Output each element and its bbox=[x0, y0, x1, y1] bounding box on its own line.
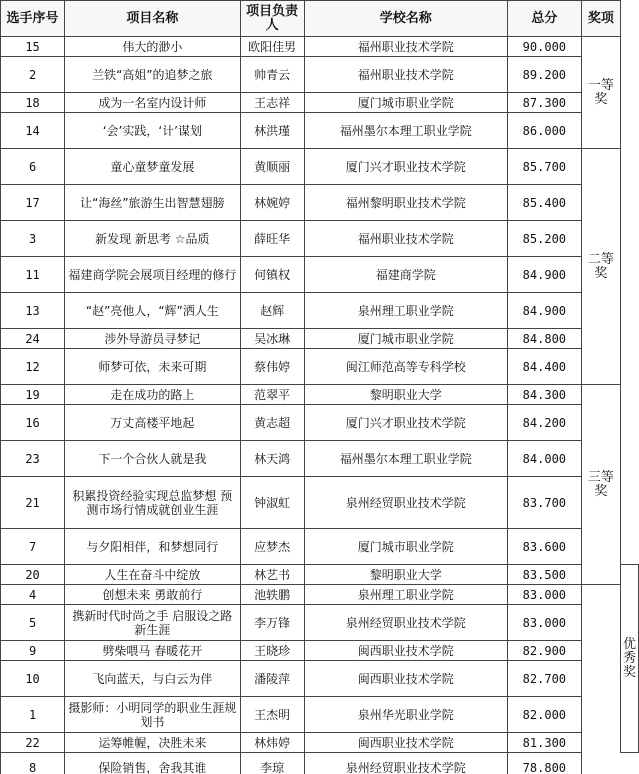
score-cell: 78.800 bbox=[507, 753, 581, 774]
project-cell: 成为一名室内设计师 bbox=[65, 93, 240, 113]
table-row bbox=[1, 441, 639, 477]
seq-cell: 24 bbox=[1, 329, 65, 349]
leader-cell: 林艺书 bbox=[240, 565, 304, 585]
school-cell: 泉州华光职业学院 bbox=[304, 697, 507, 733]
seq-cell: 1 bbox=[1, 697, 65, 733]
seq-cell: 22 bbox=[1, 733, 65, 753]
project-cell: 劈柴喂马 春暖花开 bbox=[65, 641, 240, 661]
leader-cell: 李万锋 bbox=[240, 605, 304, 641]
school-cell: 闽西职业技术学院 bbox=[304, 641, 507, 661]
seq-cell: 16 bbox=[1, 405, 65, 441]
seq-cell: 11 bbox=[1, 257, 65, 293]
table-row bbox=[1, 697, 639, 733]
project-cell: 与夕阳相伴，和梦想同行 bbox=[65, 529, 240, 565]
table-row bbox=[1, 257, 639, 293]
project-cell: 下一个合伙人就是我 bbox=[65, 441, 240, 477]
table-row bbox=[1, 529, 639, 565]
school-cell: 福州墨尔本理工职业学院 bbox=[304, 441, 507, 477]
score-cell: 84.900 bbox=[507, 293, 581, 329]
project-cell: 师梦可依，未来可期 bbox=[65, 349, 240, 385]
score-cell: 83.500 bbox=[507, 565, 581, 585]
leader-cell: 林洪瑾 bbox=[240, 113, 304, 149]
table-row bbox=[1, 37, 639, 57]
table-row bbox=[1, 385, 639, 405]
score-cell: 86.000 bbox=[507, 113, 581, 149]
project-cell: 伟大的渺小 bbox=[65, 37, 240, 57]
seq-cell: 7 bbox=[1, 529, 65, 565]
seq-cell: 13 bbox=[1, 293, 65, 329]
table-row bbox=[1, 349, 639, 385]
school-cell: 福州职业技术学院 bbox=[304, 221, 507, 257]
table-row bbox=[1, 149, 639, 185]
leader-cell: 潘陵萍 bbox=[240, 661, 304, 697]
school-cell: 闽江师范高等专科学校 bbox=[304, 349, 507, 385]
score-cell: 83.000 bbox=[507, 605, 581, 641]
school-cell: 厦门兴才职业技术学院 bbox=[304, 149, 507, 185]
table-row bbox=[1, 753, 639, 774]
header-school: 学校名称 bbox=[304, 1, 507, 37]
award-second-cell: 二等奖 bbox=[581, 149, 620, 385]
school-cell: 厦门城市职业学院 bbox=[304, 93, 507, 113]
leader-cell: 欧阳佳男 bbox=[240, 37, 304, 57]
project-cell: 走在成功的路上 bbox=[65, 385, 240, 405]
score-cell: 84.900 bbox=[507, 257, 581, 293]
leader-cell: 钟淑虹 bbox=[240, 477, 304, 529]
table-row bbox=[1, 113, 639, 149]
table-row bbox=[1, 641, 639, 661]
table-row bbox=[1, 329, 639, 349]
project-cell: 万丈高楼平地起 bbox=[65, 405, 240, 441]
school-cell: 福州墨尔本理工职业学院 bbox=[304, 113, 507, 149]
project-cell: 摄影师：小明同学的职业生涯规划书 bbox=[65, 697, 240, 733]
score-cell: 84.300 bbox=[507, 385, 581, 405]
seq-cell: 19 bbox=[1, 385, 65, 405]
award-excellent-cell: 优秀奖 bbox=[620, 565, 638, 753]
project-cell: 涉外导游员寻梦记 bbox=[65, 329, 240, 349]
table-row bbox=[1, 221, 639, 257]
leader-cell: 赵辉 bbox=[240, 293, 304, 329]
school-cell: 闽西职业技术学院 bbox=[304, 661, 507, 697]
leader-cell: 何镇权 bbox=[240, 257, 304, 293]
table-row bbox=[1, 661, 639, 697]
leader-cell: 王晓珍 bbox=[240, 641, 304, 661]
table-row bbox=[1, 185, 639, 221]
leader-cell: 池轶鹏 bbox=[240, 585, 304, 605]
score-cell: 87.300 bbox=[507, 93, 581, 113]
project-cell: 让“海丝”旅游生出智慧翅膀 bbox=[65, 185, 240, 221]
project-cell: 运筹帷幄，决胜未来 bbox=[65, 733, 240, 753]
score-cell: 83.000 bbox=[507, 585, 581, 605]
score-cell: 81.300 bbox=[507, 733, 581, 753]
score-cell: 89.200 bbox=[507, 57, 581, 93]
seq-cell: 23 bbox=[1, 441, 65, 477]
school-cell: 福州职业技术学院 bbox=[304, 57, 507, 93]
table-row bbox=[1, 93, 639, 113]
project-cell: 人生在奋斗中绽放 bbox=[65, 565, 240, 585]
header-award: 奖项 bbox=[581, 1, 620, 37]
project-cell: 携新时代时尚之手 启服设之路新生涯 bbox=[65, 605, 240, 641]
seq-cell: 9 bbox=[1, 641, 65, 661]
school-cell: 厦门兴才职业技术学院 bbox=[304, 405, 507, 441]
table-row bbox=[1, 565, 639, 585]
project-cell: “赵”亮他人，“辉”洒人生 bbox=[65, 293, 240, 329]
header-row bbox=[1, 1, 639, 37]
school-cell: 黎明职业大学 bbox=[304, 565, 507, 585]
table-row bbox=[1, 605, 639, 641]
score-cell: 82.000 bbox=[507, 697, 581, 733]
header-score: 总分 bbox=[507, 1, 581, 37]
leader-cell: 黄志超 bbox=[240, 405, 304, 441]
table-row bbox=[1, 405, 639, 441]
seq-cell: 15 bbox=[1, 37, 65, 57]
leader-cell: 王志祥 bbox=[240, 93, 304, 113]
table-row bbox=[1, 477, 639, 529]
project-cell: 福建商学院会展项目经理的修行 bbox=[65, 257, 240, 293]
seq-cell: 4 bbox=[1, 585, 65, 605]
score-cell: 85.400 bbox=[507, 185, 581, 221]
seq-cell: 12 bbox=[1, 349, 65, 385]
seq-cell: 18 bbox=[1, 93, 65, 113]
project-cell: 积累投资经验实现总监梦想 预测市场行情成就创业生涯 bbox=[65, 477, 240, 529]
leader-cell: 吴冰琳 bbox=[240, 329, 304, 349]
project-cell: 飞向蓝天，与白云为伴 bbox=[65, 661, 240, 697]
seq-cell: 2 bbox=[1, 57, 65, 93]
table-row bbox=[1, 293, 639, 329]
score-cell: 83.600 bbox=[507, 529, 581, 565]
seq-cell: 6 bbox=[1, 149, 65, 185]
seq-cell: 20 bbox=[1, 565, 65, 585]
score-cell: 84.200 bbox=[507, 405, 581, 441]
school-cell: 厦门城市职业学院 bbox=[304, 329, 507, 349]
score-cell: 84.800 bbox=[507, 329, 581, 349]
leader-cell: 王杰明 bbox=[240, 697, 304, 733]
leader-cell: 范翠平 bbox=[240, 385, 304, 405]
score-cell: 83.700 bbox=[507, 477, 581, 529]
score-cell: 82.700 bbox=[507, 661, 581, 697]
score-cell: 82.900 bbox=[507, 641, 581, 661]
leader-cell: 应梦杰 bbox=[240, 529, 304, 565]
score-cell: 85.700 bbox=[507, 149, 581, 185]
leader-cell: 薛旺华 bbox=[240, 221, 304, 257]
leader-cell: 帅青云 bbox=[240, 57, 304, 93]
header-project: 项目名称 bbox=[65, 1, 240, 37]
seq-cell: 8 bbox=[1, 753, 65, 774]
seq-cell: 10 bbox=[1, 661, 65, 697]
school-cell: 黎明职业大学 bbox=[304, 385, 507, 405]
seq-cell: 21 bbox=[1, 477, 65, 529]
project-cell: 新发现 新思考 ☆品质 bbox=[65, 221, 240, 257]
seq-cell: 17 bbox=[1, 185, 65, 221]
leader-cell: 李琼 bbox=[240, 753, 304, 774]
seq-cell: 3 bbox=[1, 221, 65, 257]
school-cell: 福州黎明职业技术学院 bbox=[304, 185, 507, 221]
school-cell: 泉州经贸职业技术学院 bbox=[304, 605, 507, 641]
seq-cell: 5 bbox=[1, 605, 65, 641]
table-row bbox=[1, 733, 639, 753]
project-cell: 创想未来 勇敢前行 bbox=[65, 585, 240, 605]
school-cell: 泉州经贸职业技术学院 bbox=[304, 753, 507, 774]
school-cell: 福建商学院 bbox=[304, 257, 507, 293]
header-leader: 项目负责人 bbox=[240, 1, 304, 37]
leader-cell: 黄顺丽 bbox=[240, 149, 304, 185]
project-cell: 兰铁“高姐”的追梦之旅 bbox=[65, 57, 240, 93]
award-first-cell: 一等奖 bbox=[581, 37, 620, 149]
project-cell: ‘会’实践，‘计’谋划 bbox=[65, 113, 240, 149]
leader-cell: 林天鸿 bbox=[240, 441, 304, 477]
leader-cell: 蔡伟婷 bbox=[240, 349, 304, 385]
seq-cell: 14 bbox=[1, 113, 65, 149]
project-cell: 童心童梦童发展 bbox=[65, 149, 240, 185]
score-cell: 84.000 bbox=[507, 441, 581, 477]
school-cell: 闽西职业技术学院 bbox=[304, 733, 507, 753]
school-cell: 泉州理工职业学院 bbox=[304, 293, 507, 329]
table-row bbox=[1, 585, 639, 605]
school-cell: 厦门城市职业学院 bbox=[304, 529, 507, 565]
school-cell: 福州职业技术学院 bbox=[304, 37, 507, 57]
leader-cell: 林婉婷 bbox=[240, 185, 304, 221]
header-seq: 选手序号 bbox=[1, 1, 65, 37]
score-cell: 84.400 bbox=[507, 349, 581, 385]
award-third-cell: 三等奖 bbox=[581, 385, 620, 585]
score-cell: 90.000 bbox=[507, 37, 581, 57]
project-cell: 保险销售，舍我其谁 bbox=[65, 753, 240, 774]
table-row bbox=[1, 57, 639, 93]
leader-cell: 林炜婷 bbox=[240, 733, 304, 753]
school-cell: 泉州理工职业学院 bbox=[304, 585, 507, 605]
school-cell: 泉州经贸职业技术学院 bbox=[304, 477, 507, 529]
score-cell: 85.200 bbox=[507, 221, 581, 257]
